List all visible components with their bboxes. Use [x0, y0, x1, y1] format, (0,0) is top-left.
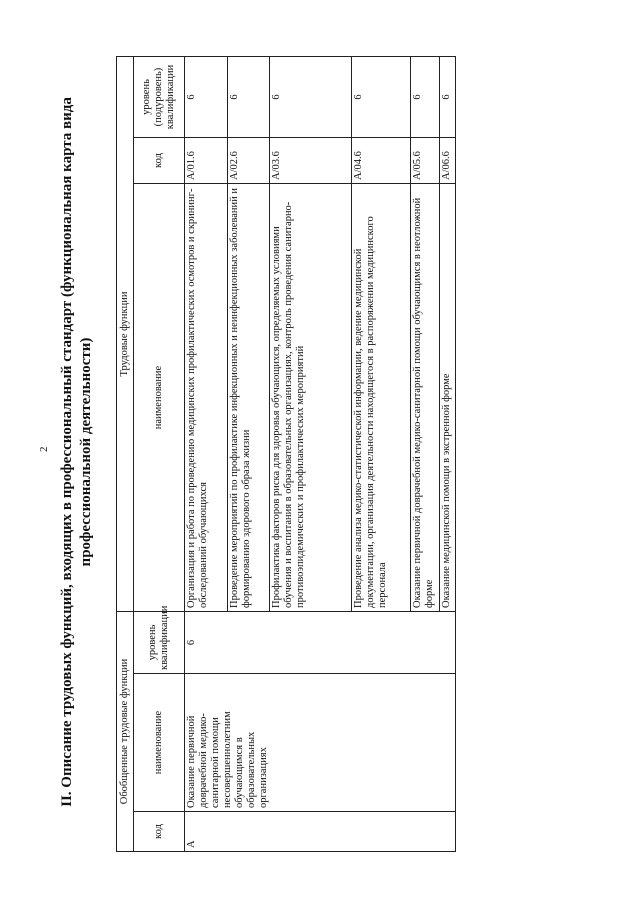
labor-function-code: A/04.6: [351, 138, 411, 184]
header-row-1: [117, 56, 134, 851]
labor-function-level: 6: [270, 56, 351, 137]
header-name: наименование: [134, 674, 185, 812]
labor-function-name: Оказание медицинской помощи в экстренной форме: [439, 184, 455, 612]
labor-function-name: Профилактика факторов риска для здоровья обучающихся, определяемых условиями обучения и воспитания в образовательных организациях, контроль проведения санитарно-противоэпидемических и профилактических мероприятий: [270, 184, 351, 612]
labor-function-code: A/02.6: [227, 138, 270, 184]
labor-function-name: Проведение анализа медико-статистической информации, ведение медицинской документации, организация деятельности находящегося в распоряжении медицинского персонала: [351, 184, 411, 612]
rotated-page-content: [58, 52, 456, 852]
labor-function-level: 6: [351, 56, 411, 137]
header-sublevel: уровень (подуровень) квалификации: [134, 56, 185, 137]
header-labor-functions: Трудовые функции: [117, 56, 134, 611]
page-number: 2: [38, 446, 50, 452]
section-title: [58, 52, 116, 852]
header-code-2: код: [134, 138, 185, 184]
header-code: код: [134, 812, 185, 852]
header-row-2: [134, 56, 185, 851]
labor-function-code: A/06.6: [439, 138, 455, 184]
header-name-2: наименование: [134, 184, 185, 612]
header-generalized: Обобщенные трудовые функции: [117, 612, 134, 852]
header-qual-level: уровень квалификации: [134, 612, 185, 674]
labor-function-code: A/05.6: [411, 138, 440, 184]
title-line-2: профессиональной деятельности): [78, 337, 94, 567]
labor-function-name: Оказание первичной доврачебной медико-санитарной помощи обучающимся в неотложной форме: [411, 184, 440, 612]
table-row: [185, 56, 228, 851]
generalized-name: Оказание первичной доврачебной медико-санитарной помощи несовершеннолетним обучающимся в образовательных организациях: [185, 674, 456, 812]
labor-function-code: A/01.6: [185, 138, 228, 184]
generalized-code: А: [185, 812, 456, 852]
title-line-1: II. Описание трудовых функций, входящих в профессиональный стандарт (функциональная карта вида: [59, 97, 75, 807]
generalized-level: 6: [185, 612, 456, 674]
labor-function-name: Проведение мероприятий по профилактике инфекционных и неинфекционных заболеваний и формированию здорового образа жизни: [227, 184, 270, 612]
labor-function-level: 6: [185, 56, 228, 137]
labor-function-level: 6: [411, 56, 440, 137]
labor-function-name: Организация и работа по проведению медицинских профилактических осмотров и скрининг-обследований обучающихся: [185, 184, 228, 612]
labor-function-level: 6: [439, 56, 455, 137]
labor-function-level: 6: [227, 56, 270, 137]
functional-map-table: [116, 56, 456, 852]
labor-function-code: A/03.6: [270, 138, 351, 184]
